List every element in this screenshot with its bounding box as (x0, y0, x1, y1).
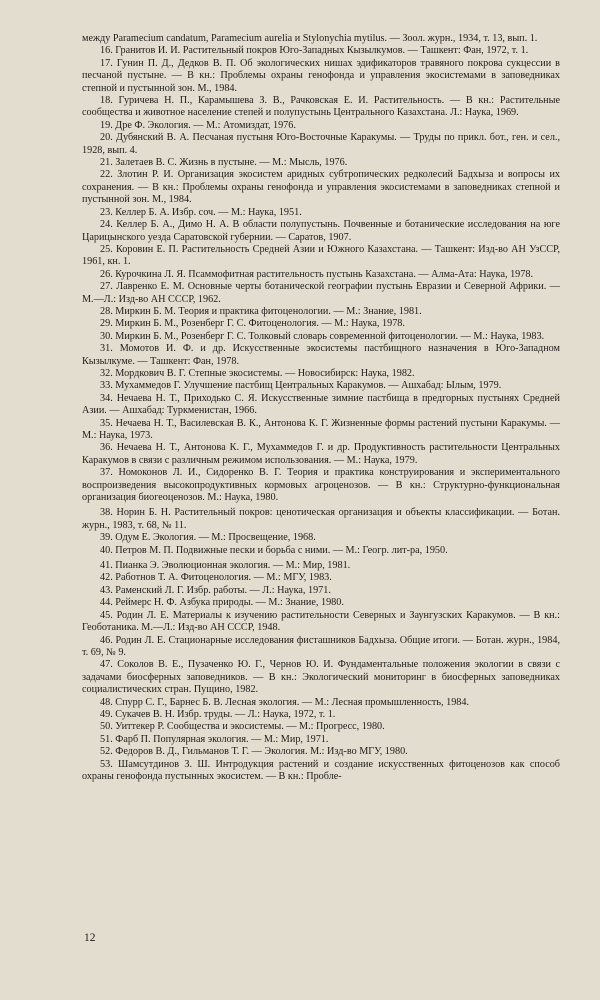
bibliography-entry: 19. Дре Ф. Экология. — М.: Атомиздат, 1976. (100, 119, 296, 131)
bibliography-entry: 48. Спурр С. Г., Барнес Б. В. Лесная экология. — М.: Лесная промышленность, 1984. (100, 696, 470, 708)
page-number: 12 (84, 932, 96, 944)
bibliography-entry: 17. Гунин П. Д., Дедков В. П. Об экологических нишах эдификаторов травяного покрова сукцессии в песчаной пустыне. — В кн.: Проблемы охраны генофонда и управления экосистемами в заповедниках степной и пустынной зон. М., 1984. (82, 57, 560, 94)
bibliography-entry: 30. Миркин Б. М., Розенберг Г. С. Толковый словарь современной фитоценологии. — М.: Наука, 1983. (100, 330, 545, 342)
bibliography-list (82, 33, 560, 783)
bibliography-entry: 52. Федоров В. Д., Гильманов Т. Г. — Экология. М.: Изд-во МГУ, 1980. (100, 746, 408, 758)
bibliography-entry: 44. Реймерс Н. Ф. Азбука природы. — М.: Знание, 1980. (100, 597, 344, 609)
bibliography-entry: 40. Петров М. П. Подвижные пески и борьба с ними. — М.: Геогр. лит-ра, 1950. (100, 544, 448, 556)
bibliography-entry: 35. Нечаева Н. Т., Василевская В. К., Антонова К. Г. Жизненные формы растений пустыни Каракумы. — М.: Наука, 1973. (82, 417, 560, 441)
bibliography-entry: 36. Нечаева Н. Т., Антонова К. Г., Мухаммедов Г. и др. Продуктивность растительности Центральных Каракумов в связи с различным режимом использования. — М.: Наука, 1979. (82, 442, 560, 466)
bibliography-entry: 42. Работнов Т. А. Фитоценология. — М.: МГУ, 1983. (100, 572, 332, 584)
bibliography-entry: 26. Курочкина Л. Я. Псаммофитная растительность пустынь Казахстана. — Алма-Ата: Наука, 1978. (100, 268, 534, 280)
bibliography-entry: 23. Келлер Б. А. Избр. соч. — М.: Наука, 1951. (100, 206, 302, 218)
bibliography-entry: 38. Норин Б. Н. Растительный покров: ценотическая организация и объекты классификации. — Ботан. журн., 1983, т. 68, № 11. (82, 507, 560, 531)
bibliography-entry: 27. Лавренко Е. М. Основные черты ботанической географии пустынь Евразии и Северной Африки. — М.—Л.: Изд-во АН СССР, 1962. (82, 281, 560, 305)
bibliography-entry: 34. Нечаева Н. Т., Приходько С. Я. Искусственные зимние пастбища в предгорных пустынях Средней Азии. — Ашхабад: Туркменистан, 1966. (82, 392, 560, 417)
bibliography-entry: 49. Сукачев В. Н. Избр. труды. — Л.: Наука, 1972, т. 1. (100, 708, 336, 720)
bibliography-entry: 16. Гранитов И. И. Растительный покров Юго-Западных Кызылкумов. — Ташкент: Фан, 1972, т. 1. (100, 45, 529, 57)
bibliography-entry: 20. Дубянский В. А. Песчаная пустыня Юго-Восточные Каракумы. — Труды по прикл. бот., ген. и сел., 1928, вып. 4. (82, 132, 560, 156)
bibliography-entry: 29. Миркин Б. М., Розенберг Г. С. Фитоценология. — М.: Наука, 1978. (100, 318, 405, 330)
bibliography-entry: 25. Коровин Е. П. Растительность Средней Азии и Южного Казахстана. — Ташкент: Изд-во АН УзССР, 1961, кн. 1. (82, 243, 560, 268)
bibliography-entry: между Paramecium candatum, Paramecium aurelia и Stylonychia mytilus. — Зоол. журн., 1934, т. 13, вып. 1. (82, 33, 538, 44)
bibliography-entry: 24. Келлер Б. А., Димо Н. А. В области полупустынь. Почвенные и ботанические исследования на юге Царицынского уезда Саратовской губернии. — Саратов, 1907. (82, 219, 560, 243)
bibliography-entry: 41. Пианка Э. Эволюционная экология. — М.: Мир, 1981. (100, 560, 351, 572)
bibliography-entry: 47. Соколов В. Е., Пузаченко Ю. Г., Чернов Ю. И. Фундаментальные положения экологии в связи с задачами биосферных заповедников. — В кн.: Экологический мониторинг в биосферных заповедниках социалистических стран. Пущино, 1982. (82, 659, 560, 696)
bibliography-entry: 37. Номоконов Л. И., Сидоренко В. Г. Теория и практика конструирования и экспериментального воспроизведения высокопродуктивных кормовых агроценозов. — В кн.: Структурно-функциональная организация биогеоценозов. М.: Наука, 1980. (82, 467, 560, 504)
bibliography-entry: 46. Родин Л. Е. Стационарные исследования фисташников Бадхыза. Общие итоги. — Ботан. журн., 1984, т. 69, № 9. (82, 634, 560, 658)
bibliography-entry: 53. Шамсутдинов З. Ш. Интродукция растений и создание искусственных фитоценозов как способ охраны генофонда пустынных экосистем. — В кн.: Пробле- (82, 758, 560, 782)
bibliography-entry: 18. Гуричева Н. П., Карамышева З. В., Рачковская Е. И. Растительность. — В кн.: Растительные сообщества и животное население степей и полупустынь Центрального Казахстана. Л.: Наука, 1969. (82, 95, 560, 119)
bibliography-entry: 51. Фарб П. Популярная экология. — М.: Мир, 1971. (100, 733, 329, 745)
bibliography-entry: 21. Залетаев В. С. Жизнь в пустыне. — М.: Мысль, 1976. (100, 157, 348, 169)
bibliography-entry: 33. Мухаммедов Г. Улучшение пастбищ Центральных Каракумов. — Ашхабад: Ылым, 1979. (100, 380, 502, 392)
bibliography-entry: 45. Родин Л. Е. Материалы к изучению растительности Северных и Заунгузских Каракумов. — В кн.: Геоботаника. М.—Л.: Изд-во АН СССР, 1948. (82, 609, 560, 634)
bibliography-entry: 32. Мордкович В. Г. Степные экосистемы. — Новосибирск: Наука, 1982. (100, 367, 415, 379)
bibliography-entry: 39. Одум Е. Экология. — М.: Просвещение, 1968. (100, 532, 316, 544)
bibliography-entry: 50. Уиттекер Р. Сообщества и экосистемы. — М.: Прогресс, 1980. (100, 721, 385, 733)
bibliography-entry: 28. Миркин Б. М. Теория и практика фитоценологии. — М.: Знание, 1981. (100, 305, 422, 317)
bibliography-entry: 31. Момотов И. Ф. и др. Искусственные экосистемы пастбищного назначения в Юго-Западном Кызылкуме. — Ташкент: Фан, 1978. (82, 343, 560, 367)
bibliography-entry: 43. Раменский Л. Г. Избр. работы. — Л.: Наука, 1971. (100, 584, 331, 596)
bibliography-entry: 22. Злотин Р. И. Организация экосистем аридных субтропических редколесий Бадхыза и вопросы их сохранения. — В кн.: Проблемы охраны генофонда и управления экосистемами в заповедниках степной и пустынной зон. М., 1984. (82, 169, 560, 206)
